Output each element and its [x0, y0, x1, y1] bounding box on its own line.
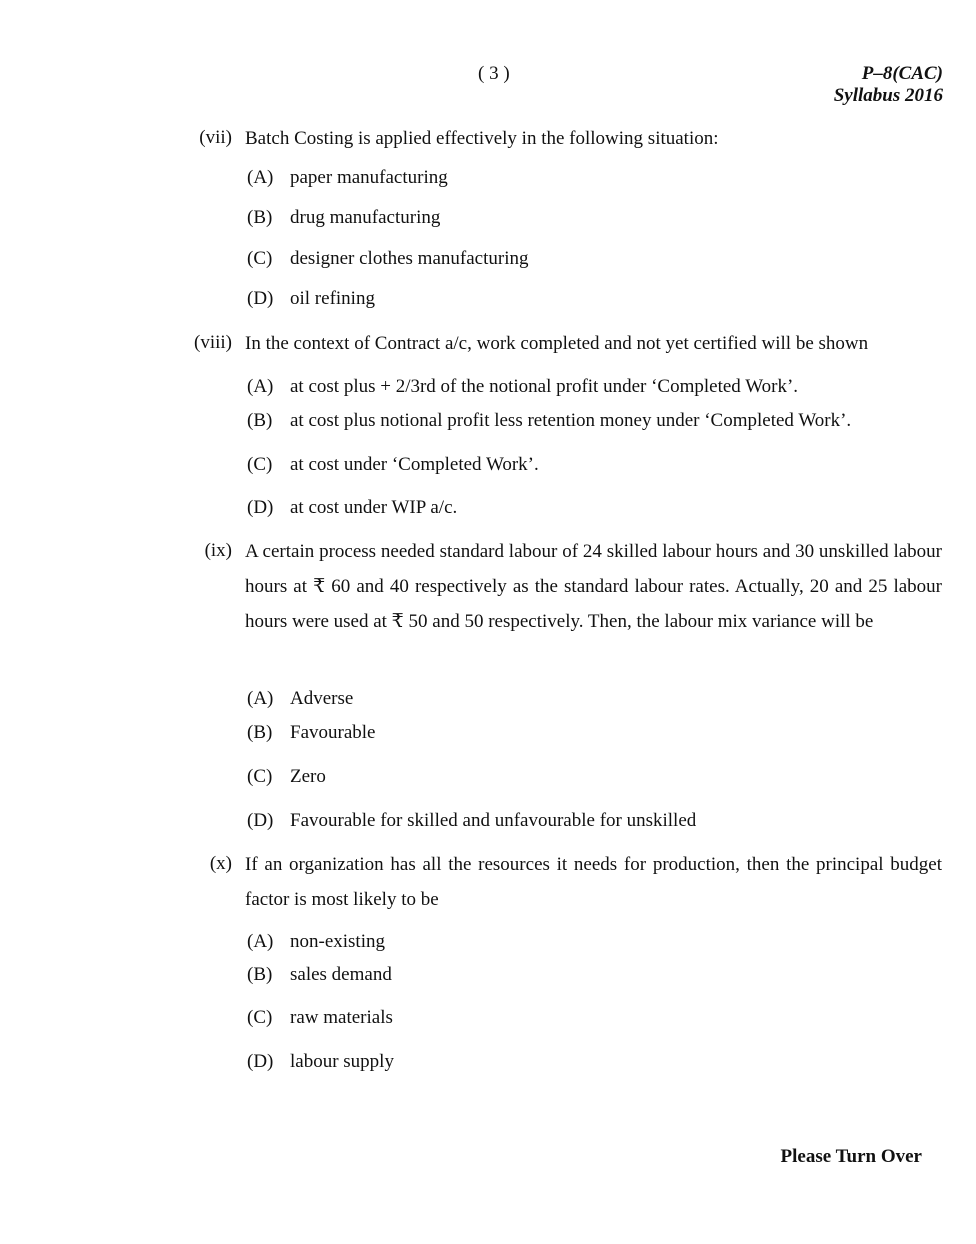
option-text: Favourable: [290, 722, 376, 743]
option-text: at cost under WIP a/c.: [290, 497, 458, 518]
option-label: (B): [247, 207, 273, 228]
option-text: labour supply: [290, 1051, 394, 1072]
question-number: (ix): [204, 540, 232, 561]
option-text: paper manufacturing: [290, 167, 448, 188]
option-label: (B): [247, 964, 273, 985]
option-text: at cost plus + 2/3rd of the notional profit under ‘Completed Work’.: [290, 376, 799, 397]
option-label: (B): [247, 722, 273, 743]
option-text: non-existing: [290, 931, 385, 952]
option-text: Favourable for skilled and unfavourable for unskilled: [290, 810, 697, 831]
option-text: at cost plus notional profit less retention money under ‘Completed Work’.: [290, 410, 852, 431]
option-label: (C): [247, 766, 273, 787]
option-label: (D): [247, 288, 274, 309]
option-label: (A): [247, 931, 274, 952]
page-number: ( 3 ): [478, 63, 510, 84]
option-label: (A): [247, 688, 274, 709]
please-turn-over: Please Turn Over: [780, 1146, 922, 1167]
question-text: In the context of Contract a/c, work completed and not yet certified will be shown: [245, 333, 869, 354]
syllabus-year: Syllabus 2016: [833, 85, 943, 106]
option-label: (A): [247, 376, 274, 397]
question-text: Batch Costing is applied effectively in the following situation:: [245, 128, 719, 149]
option-label: (D): [247, 1051, 274, 1072]
option-label: (D): [247, 497, 274, 518]
question-number: (viii): [194, 332, 232, 353]
question-text: A certain process needed standard labour of 24 skilled labour hours and 30 unskilled labour hours at ₹ 60 and 40 respectively as the standard labour rates. Actually, 20 and 25 labour hours were used at ₹ 50 and 50 respectively. Then, the labour mix variance will be: [245, 541, 942, 632]
option-label: (C): [247, 454, 273, 475]
paper-code: P–8(CAC): [861, 63, 943, 84]
option-label: (D): [247, 810, 274, 831]
option-text: sales demand: [290, 964, 392, 985]
option-text: raw materials: [290, 1007, 393, 1028]
option-text: Zero: [290, 766, 326, 787]
option-text: drug manufacturing: [290, 207, 441, 228]
option-text: Adverse: [290, 688, 354, 709]
option-label: (B): [247, 410, 273, 431]
option-text: oil refining: [290, 288, 375, 309]
question-number: (x): [209, 853, 232, 874]
option-text: at cost under ‘Completed Work’.: [290, 454, 539, 475]
option-text: designer clothes manufacturing: [290, 248, 529, 269]
option-label: (A): [247, 167, 274, 188]
option-label: (C): [247, 248, 273, 269]
question-text: If an organization has all the resources it needs for production, then the principal budget factor is most likely to be: [245, 854, 942, 910]
question-number: (vii): [199, 127, 232, 148]
option-label: (C): [247, 1007, 273, 1028]
